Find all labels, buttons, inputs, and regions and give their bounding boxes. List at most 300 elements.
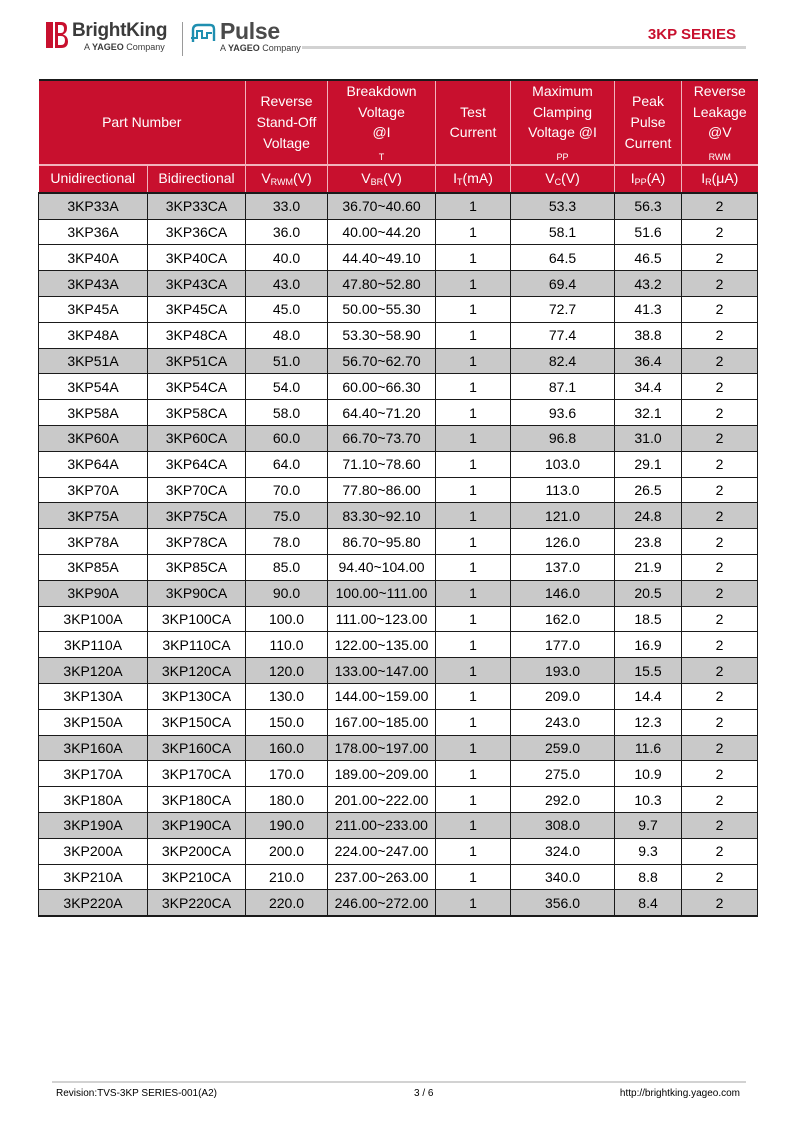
- part-bi-cell: 3KP33CA: [148, 193, 246, 219]
- part-bi-cell: 3KP40CA: [148, 245, 246, 271]
- vbr-cell: 53.30~58.90: [328, 322, 436, 348]
- it-cell: 1: [436, 529, 511, 555]
- it-header: [436, 165, 511, 193]
- vbr-cell: 111.00~123.00: [328, 606, 436, 632]
- vbr-cell: 83.30~92.10: [328, 503, 436, 529]
- part-bi-cell: 3KP190CA: [148, 812, 246, 838]
- vbr-cell: 246.00~272.00: [328, 890, 436, 916]
- part-bi-cell: 3KP78CA: [148, 529, 246, 555]
- header-subscript: T: [378, 152, 385, 163]
- vbr-header: [328, 165, 436, 193]
- ipp-cell: 8.4: [615, 890, 682, 916]
- unit-text: (μA): [711, 170, 739, 187]
- vc-header: [511, 165, 615, 193]
- vrwm-cell: 100.0: [246, 606, 328, 632]
- peak-pulse-header: [615, 80, 682, 165]
- part-bi-cell: 3KP210CA: [148, 864, 246, 890]
- table-unit-header-row: [39, 165, 758, 193]
- ir-cell: 2: [682, 374, 758, 400]
- vbr-cell: 167.00~185.00: [328, 709, 436, 735]
- it-cell: 1: [436, 735, 511, 761]
- header-line: Maximum: [532, 83, 593, 99]
- ipp-cell: 46.5: [615, 245, 682, 271]
- part-bi-cell: 3KP160CA: [148, 735, 246, 761]
- unit-subscript: BR: [370, 177, 384, 188]
- vc-cell: 53.3: [511, 193, 615, 219]
- part-uni-cell: 3KP45A: [39, 297, 148, 323]
- vc-cell: 146.0: [511, 580, 615, 606]
- it-cell: 1: [436, 761, 511, 787]
- ipp-cell: 10.9: [615, 761, 682, 787]
- part-bi-cell: 3KP64CA: [148, 451, 246, 477]
- ipp-cell: 9.3: [615, 838, 682, 864]
- ipp-cell: 56.3: [615, 193, 682, 219]
- it-cell: 1: [436, 658, 511, 684]
- part-uni-cell: 3KP60A: [39, 425, 148, 451]
- part-uni-cell: 3KP78A: [39, 529, 148, 555]
- unit-symbol: V: [261, 170, 271, 187]
- table-row: [39, 297, 758, 323]
- table-row: [39, 658, 758, 684]
- ipp-cell: 18.5: [615, 606, 682, 632]
- vc-cell: 340.0: [511, 864, 615, 890]
- vrwm-cell: 45.0: [246, 297, 328, 323]
- part-bi-cell: 3KP85CA: [148, 554, 246, 580]
- part-bi-cell: 3KP130CA: [148, 683, 246, 709]
- specs-table: [38, 79, 758, 917]
- table-row: [39, 451, 758, 477]
- vbr-cell: 40.00~44.20: [328, 219, 436, 245]
- part-bi-cell: 3KP180CA: [148, 787, 246, 813]
- part-bi-cell: 3KP70CA: [148, 477, 246, 503]
- vbr-cell: 94.40~104.00: [328, 554, 436, 580]
- part-uni-cell: 3KP130A: [39, 683, 148, 709]
- brightking-sub-suffix: Company: [123, 42, 165, 52]
- vbr-cell: 36.70~40.60: [328, 193, 436, 219]
- ir-cell: 2: [682, 193, 758, 219]
- it-cell: 1: [436, 219, 511, 245]
- ipp-cell: 16.9: [615, 632, 682, 658]
- ir-cell: 2: [682, 297, 758, 323]
- unit-symbol: V: [545, 170, 555, 187]
- vbr-cell: 47.80~52.80: [328, 271, 436, 297]
- table-row: [39, 348, 758, 374]
- vrwm-cell: 43.0: [246, 271, 328, 297]
- vc-cell: 162.0: [511, 606, 615, 632]
- ipp-cell: 21.9: [615, 554, 682, 580]
- vbr-cell: 224.00~247.00: [328, 838, 436, 864]
- header-subscript: PP: [556, 152, 569, 163]
- vrwm-cell: 54.0: [246, 374, 328, 400]
- unit-subscript: R: [705, 177, 712, 188]
- ir-header: [682, 165, 758, 193]
- ipp-cell: 38.8: [615, 322, 682, 348]
- vrwm-cell: 78.0: [246, 529, 328, 555]
- vbr-cell: 144.00~159.00: [328, 683, 436, 709]
- vc-cell: 69.4: [511, 271, 615, 297]
- part-bi-cell: 3KP120CA: [148, 658, 246, 684]
- table-row: [39, 374, 758, 400]
- part-uni-cell: 3KP200A: [39, 838, 148, 864]
- part-bi-cell: 3KP150CA: [148, 709, 246, 735]
- footer-rule: [52, 1081, 746, 1083]
- vrwm-cell: 180.0: [246, 787, 328, 813]
- part-uni-cell: 3KP90A: [39, 580, 148, 606]
- vc-cell: 137.0: [511, 554, 615, 580]
- table-row: [39, 580, 758, 606]
- ipp-cell: 26.5: [615, 477, 682, 503]
- vrwm-cell: 64.0: [246, 451, 328, 477]
- brightking-b-icon: [46, 22, 68, 48]
- table-row: [39, 529, 758, 555]
- vc-cell: 126.0: [511, 529, 615, 555]
- vc-cell: 324.0: [511, 838, 615, 864]
- header-line: [682, 122, 758, 163]
- it-cell: 1: [436, 838, 511, 864]
- logo-divider: [182, 22, 183, 56]
- vrwm-cell: 75.0: [246, 503, 328, 529]
- it-cell: 1: [436, 683, 511, 709]
- part-bi-cell: 3KP45CA: [148, 297, 246, 323]
- vbr-cell: 56.70~62.70: [328, 348, 436, 374]
- table-row: [39, 812, 758, 838]
- vbr-cell: 189.00~209.00: [328, 761, 436, 787]
- it-cell: 1: [436, 348, 511, 374]
- part-uni-cell: 3KP48A: [39, 322, 148, 348]
- unit-symbol: V: [361, 170, 371, 187]
- part-uni-cell: 3KP160A: [39, 735, 148, 761]
- part-uni-cell: 3KP75A: [39, 503, 148, 529]
- brightking-logo: [46, 20, 176, 54]
- table-row: [39, 400, 758, 426]
- ipp-cell: 24.8: [615, 503, 682, 529]
- part-uni-cell: 3KP43A: [39, 271, 148, 297]
- vc-cell: 308.0: [511, 812, 615, 838]
- vbr-cell: 60.00~66.30: [328, 374, 436, 400]
- unit-text: (A): [646, 170, 666, 187]
- part-bi-cell: 3KP75CA: [148, 503, 246, 529]
- series-title: 3KP SERIES: [647, 26, 736, 43]
- vc-cell: 259.0: [511, 735, 615, 761]
- header-line: Peak: [632, 93, 664, 110]
- vbr-cell: 44.40~49.10: [328, 245, 436, 271]
- part-bi-cell: 3KP110CA: [148, 632, 246, 658]
- table-row: [39, 245, 758, 271]
- vc-cell: 87.1: [511, 374, 615, 400]
- unit-text: (V): [293, 170, 312, 187]
- ipp-cell: 34.4: [615, 374, 682, 400]
- unit-symbol: I: [630, 170, 635, 187]
- header-line: Breakdown: [346, 83, 417, 99]
- header-line: [511, 122, 614, 163]
- vrwm-cell: 190.0: [246, 812, 328, 838]
- ir-cell: 2: [682, 838, 758, 864]
- vrwm-cell: 60.0: [246, 425, 328, 451]
- table-row: [39, 554, 758, 580]
- it-cell: 1: [436, 580, 511, 606]
- vc-cell: 121.0: [511, 503, 615, 529]
- part-uni-cell: 3KP180A: [39, 787, 148, 813]
- vbr-cell: 50.00~55.30: [328, 297, 436, 323]
- unit-text: (mA): [462, 170, 493, 187]
- pulse-logo: [190, 18, 310, 56]
- vrwm-cell: 170.0: [246, 761, 328, 787]
- ipp-cell: 8.8: [615, 864, 682, 890]
- it-cell: 1: [436, 709, 511, 735]
- ir-cell: 2: [682, 503, 758, 529]
- max-clamping-header: [511, 80, 615, 165]
- header-text: Voltage @I: [528, 124, 597, 141]
- table-row: [39, 735, 758, 761]
- ipp-cell: 31.0: [615, 425, 682, 451]
- it-cell: 1: [436, 245, 511, 271]
- vrwm-cell: 90.0: [246, 580, 328, 606]
- vrwm-cell: 40.0: [246, 245, 328, 271]
- vbr-cell: 77.80~86.00: [328, 477, 436, 503]
- vbr-cell: 237.00~263.00: [328, 864, 436, 890]
- table-row: [39, 193, 758, 219]
- part-bi-cell: 3KP58CA: [148, 400, 246, 426]
- part-bi-cell: 3KP170CA: [148, 761, 246, 787]
- ipp-cell: 32.1: [615, 400, 682, 426]
- it-cell: 1: [436, 632, 511, 658]
- page-number: 3 / 6: [414, 1088, 434, 1099]
- ipp-cell: 10.3: [615, 787, 682, 813]
- part-bi-cell: 3KP100CA: [148, 606, 246, 632]
- part-uni-cell: 3KP70A: [39, 477, 148, 503]
- part-bi-cell: 3KP90CA: [148, 580, 246, 606]
- part-bi-cell: 3KP43CA: [148, 271, 246, 297]
- vbr-cell: 201.00~222.00: [328, 787, 436, 813]
- part-uni-cell: 3KP170A: [39, 761, 148, 787]
- ir-cell: 2: [682, 348, 758, 374]
- vc-cell: 93.6: [511, 400, 615, 426]
- part-uni-cell: 3KP40A: [39, 245, 148, 271]
- part-bi-cell: 3KP36CA: [148, 219, 246, 245]
- ipp-cell: 12.3: [615, 709, 682, 735]
- header-line: Voltage: [263, 134, 310, 151]
- vc-cell: 96.8: [511, 425, 615, 451]
- ipp-cell: 29.1: [615, 451, 682, 477]
- table-row: [39, 322, 758, 348]
- unit-text: (V): [383, 170, 402, 187]
- header-rule: [302, 46, 746, 49]
- unit-text: (V): [561, 170, 580, 187]
- vc-cell: 113.0: [511, 477, 615, 503]
- table-row: [39, 219, 758, 245]
- part-uni-cell: 3KP58A: [39, 400, 148, 426]
- vrwm-cell: 160.0: [246, 735, 328, 761]
- part-uni-cell: 3KP51A: [39, 348, 148, 374]
- unit-subscript: RWM: [270, 177, 294, 188]
- vbr-cell: 211.00~233.00: [328, 812, 436, 838]
- ir-cell: 2: [682, 787, 758, 813]
- ir-cell: 2: [682, 606, 758, 632]
- it-cell: 1: [436, 606, 511, 632]
- vc-cell: 292.0: [511, 787, 615, 813]
- vc-cell: 243.0: [511, 709, 615, 735]
- table-row: [39, 503, 758, 529]
- part-uni-cell: 3KP100A: [39, 606, 148, 632]
- it-cell: 1: [436, 503, 511, 529]
- it-cell: 1: [436, 193, 511, 219]
- part-uni-cell: 3KP120A: [39, 658, 148, 684]
- footer-url: http://brightking.yageo.com: [619, 1088, 740, 1099]
- it-cell: 1: [436, 477, 511, 503]
- pulse-wave-icon: [190, 22, 216, 48]
- header-line: Current: [449, 124, 497, 141]
- vrwm-cell: 85.0: [246, 554, 328, 580]
- table-row: [39, 761, 758, 787]
- vc-cell: 209.0: [511, 683, 615, 709]
- header-text: @V: [707, 124, 732, 141]
- pulse-name: Pulse: [220, 18, 280, 44]
- it-cell: 1: [436, 890, 511, 916]
- ir-cell: 2: [682, 864, 758, 890]
- header-line: Reverse: [693, 83, 746, 99]
- vbr-cell: 86.70~95.80: [328, 529, 436, 555]
- vc-cell: 103.0: [511, 451, 615, 477]
- it-cell: 1: [436, 554, 511, 580]
- header-line: Test: [460, 103, 486, 120]
- ir-cell: 2: [682, 709, 758, 735]
- table-row: [39, 890, 758, 916]
- header-line: Leakage: [692, 103, 747, 120]
- header-subscript: RWM: [708, 152, 731, 163]
- page-header: [0, 0, 794, 60]
- vc-cell: 356.0: [511, 890, 615, 916]
- pulse-sub-suffix: Company: [259, 43, 301, 53]
- test-current-header: [436, 80, 511, 165]
- ir-cell: 2: [682, 477, 758, 503]
- vrwm-cell: 33.0: [246, 193, 328, 219]
- vrwm-cell: 70.0: [246, 477, 328, 503]
- vc-cell: 275.0: [511, 761, 615, 787]
- ir-cell: 2: [682, 658, 758, 684]
- table-row: [39, 271, 758, 297]
- ipp-cell: 15.5: [615, 658, 682, 684]
- bidirectional-header: Bidirectional: [148, 165, 246, 193]
- ir-cell: 2: [682, 219, 758, 245]
- unidirectional-header: Unidirectional: [39, 165, 148, 193]
- it-cell: 1: [436, 425, 511, 451]
- ir-cell: 2: [682, 425, 758, 451]
- ir-cell: 2: [682, 735, 758, 761]
- vc-cell: 72.7: [511, 297, 615, 323]
- ipp-cell: 51.6: [615, 219, 682, 245]
- ir-cell: 2: [682, 580, 758, 606]
- it-cell: 1: [436, 451, 511, 477]
- header-line: Voltage: [358, 103, 405, 120]
- vrwm-header: [246, 165, 328, 193]
- unit-symbol: I: [701, 170, 706, 187]
- table-row: [39, 606, 758, 632]
- ipp-cell: 41.3: [615, 297, 682, 323]
- ir-cell: 2: [682, 271, 758, 297]
- ipp-cell: 14.4: [615, 683, 682, 709]
- it-cell: 1: [436, 787, 511, 813]
- table-row: [39, 425, 758, 451]
- vc-cell: 77.4: [511, 322, 615, 348]
- vrwm-cell: 130.0: [246, 683, 328, 709]
- vbr-cell: 133.00~147.00: [328, 658, 436, 684]
- table-row: [39, 683, 758, 709]
- table-row: [39, 787, 758, 813]
- revision-text: Revision:TVS-3KP SERIES-001(A2): [56, 1088, 217, 1099]
- unit-subscript: PP: [634, 177, 647, 188]
- reverse-leakage-header: [682, 80, 758, 165]
- part-uni-cell: 3KP85A: [39, 554, 148, 580]
- vc-cell: 58.1: [511, 219, 615, 245]
- vrwm-cell: 200.0: [246, 838, 328, 864]
- header-line: Clamping: [532, 103, 593, 120]
- table-body: [39, 193, 758, 916]
- pulse-sub-brand: YAGEO: [228, 43, 260, 53]
- part-uni-cell: 3KP64A: [39, 451, 148, 477]
- part-uni-cell: 3KP150A: [39, 709, 148, 735]
- vrwm-cell: 120.0: [246, 658, 328, 684]
- unit-symbol: I: [453, 170, 458, 187]
- pulse-sub-prefix: A: [220, 43, 229, 53]
- ir-cell: 2: [682, 683, 758, 709]
- part-bi-cell: 3KP200CA: [148, 838, 246, 864]
- ipp-cell: 11.6: [615, 735, 682, 761]
- vrwm-cell: 48.0: [246, 322, 328, 348]
- vrwm-cell: 150.0: [246, 709, 328, 735]
- table-group-header-row: [39, 80, 758, 165]
- vbr-cell: 100.00~111.00: [328, 580, 436, 606]
- vbr-cell: 64.40~71.20: [328, 400, 436, 426]
- vrwm-cell: 110.0: [246, 632, 328, 658]
- ipp-cell: 23.8: [615, 529, 682, 555]
- part-bi-cell: 3KP51CA: [148, 348, 246, 374]
- ir-cell: 2: [682, 890, 758, 916]
- ir-cell: 2: [682, 400, 758, 426]
- ipp-header: [615, 165, 682, 193]
- part-bi-cell: 3KP48CA: [148, 322, 246, 348]
- vrwm-cell: 220.0: [246, 890, 328, 916]
- ipp-cell: 43.2: [615, 271, 682, 297]
- ir-cell: 2: [682, 632, 758, 658]
- vc-cell: 177.0: [511, 632, 615, 658]
- unit-subscript: C: [554, 177, 562, 188]
- vbr-cell: 178.00~197.00: [328, 735, 436, 761]
- vrwm-cell: 210.0: [246, 864, 328, 890]
- table-row: [39, 709, 758, 735]
- it-cell: 1: [436, 400, 511, 426]
- it-cell: 1: [436, 271, 511, 297]
- ir-cell: 2: [682, 322, 758, 348]
- brightking-sub-prefix: A: [84, 42, 93, 52]
- header-line: Current: [624, 134, 672, 151]
- table-row: [39, 838, 758, 864]
- part-uni-cell: 3KP36A: [39, 219, 148, 245]
- part-bi-cell: 3KP60CA: [148, 425, 246, 451]
- part-uni-cell: 3KP190A: [39, 812, 148, 838]
- table-row: [39, 632, 758, 658]
- header-line: Reverse: [260, 93, 313, 110]
- brightking-subtitle: [84, 42, 165, 52]
- part-uni-cell: 3KP54A: [39, 374, 148, 400]
- vc-cell: 64.5: [511, 245, 615, 271]
- part-uni-cell: 3KP110A: [39, 632, 148, 658]
- it-cell: 1: [436, 322, 511, 348]
- ipp-cell: 9.7: [615, 812, 682, 838]
- it-cell: 1: [436, 812, 511, 838]
- header-text: @I: [372, 124, 391, 141]
- table-row: [39, 864, 758, 890]
- breakdown-voltage-header: [328, 80, 436, 165]
